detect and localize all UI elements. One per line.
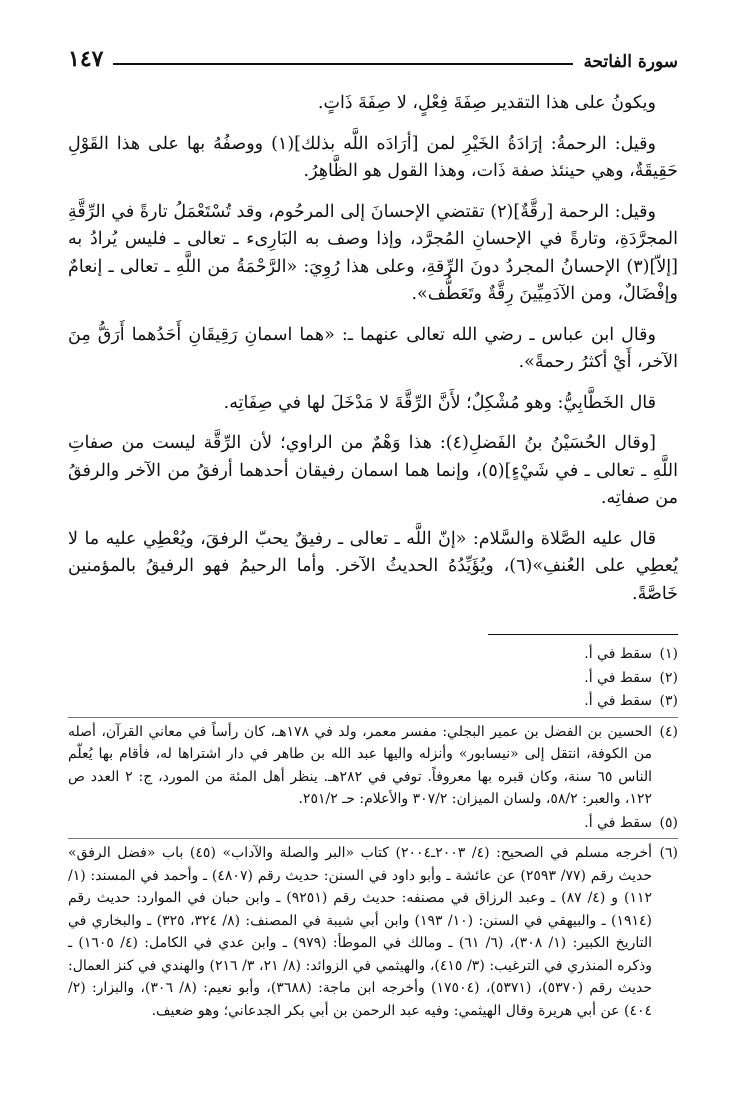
paragraph-2: وقيل: الرحمةُ: إرَادَةُ الخَيْرِ لمن [أرَادَه اللَّه بذلك](١) ووصفُهُ بها على هذا القَوْلِ حَقِيقَةٌ، وهي حينئذ صفة ذَات، وهذا القول هو الظَّاهِرُ. <box>68 133 678 181</box>
footnote-number: (١) <box>659 646 678 662</box>
footnote-text: الحسين بن الفضل بن عمير البجلي: مفسر معمر، ولد في ١٧٨هـ، كان رأساً في معاني القرآن، أصله من الكوفة، انتقل إلى «نيسابور» وأنزله واليها عبد الله بن طاهر في دار اشتراها له، فأقام بها يُعلّم الناس ٦٥ سنة، وكان قبره بها معروفاً. توفي في ٢٨٢هـ. ينظر أهل المئة من المورد، ج: ٢ العدد ص ١٢٢، والعبر: ٥٨/٢، ولسان الميزان: ٣٠٧/٢ والأعلام: حـ ٢٥١/٢. <box>68 723 652 807</box>
footnote-text: أخرجه مسلم في الصحيح: (٤/ ٢٠٠٣ـ٢٠٠٤) كتاب «البر والصلة والآداب» (٤٥) باب «فضل الرفق» حديث رقم (٧٧/ ٢٥٩٣) عن عائشة ـ وأبو داود في السنن: حديث رقم (٤٨٠٧) ـ وأحمد في المسند: (١/ ١١٢) و (٤/ ٨٧) ـ وعبد الرزاق في مصنفه: حديث رقم (٩٢٥١) ـ وابن حبان في الموارد: حديث رقم (١٩١٤) ـ والبيهقي في السنن: (١٠/ ١٩٣) وابن أبي شيبة في المصنف: (٨/ ٣٢٤، ٣٢٥) ـ والبخاري في التاريخ الكبير: (١/ ٣٠٨)، (٦/ ٦١) ـ ومالك في الموطأ: (٩٧٩) ـ وابن عدي في الكامل: (٤/ ١٦٠٥) ـ وذكره المنذري في الترغيب: (٣/ ٤١٥)، والهيثمي في الزوائد: (٨/ ٢١، ٣/ ٢١٦) والهندي في كنز العمال: حديث رقم (٥٣٧٠)، (٥٣٧١)، (١٧٥٠٤) وأخرجه ابن ماجة: (٣٦٨٨)، وأبو نعيم: (٨/ ٣٠٦)، والبزار: (٢/ ٤٠٤) عن أبي هريرة وقال الهيثمي: وفيه عبد الرحمن بن أبي بكر الجدعاني؛ وهو ضعيف. <box>68 845 653 1019</box>
footnotes <box>68 643 678 1022</box>
footnote-number: (٢) <box>659 669 678 686</box>
footnote <box>68 838 678 1022</box>
footnote-number: (٣) <box>659 693 678 709</box>
paragraph-5: قال الخَطَّابِيُّ: وهو مُشْكِلٌ؛ لأَنَّ الرِّقَّةَ لا مَدْخَلَ لها في صِفَاتِه. <box>223 392 656 413</box>
footnote-text: سقط في أ. <box>584 669 652 686</box>
page-header <box>68 38 678 72</box>
header-rule <box>113 63 573 65</box>
surah-title: سورة الفاتحة <box>583 52 678 72</box>
footnote <box>68 812 678 835</box>
footnote-number: (٦) <box>659 845 678 861</box>
page-number: ١٤٧ <box>68 46 104 72</box>
paragraph-3: وقيل: الرحمة [رقَّةٌ](٢) تقتضي الإحسانَ إلى المرحُوم، وقد تُسْتَعْمَلُ تارةً في الرِّقَّةِ المجرَّدَةِ، وتارةً في الإحسانِ المُجرَّد، وإذا وصف به البَارِىء ـ تعالى ـ فليس يُرادُ به [إلاّ](٣) الإحسانُ المجردُ دونَ الرِّقةِ، وعلى هذا رُوِيَ: «الرَّحْمَةُ من اللَّهِ ـ تعالى ـ إنعامٌ وإفْضَالٌ، ومن الآدَمِيِّينَ رِقَّةٌ وتَعَطُّف». <box>68 201 678 304</box>
footnote <box>68 667 678 690</box>
paragraph-1: ويكونُ على هذا التقدير صِفَةَ فِعْلٍ، لا صِفَةَ ذَاتٍ. <box>317 93 656 113</box>
paragraph-4: وقال ابن عباس ـ رضي الله تعالى عنهما ـ: «هما اسمانِ رَقِيقَانِ أَحَدُهما أَرَقُّ مِنَ الآخر، أَيْ أكثرُ رحمةً». <box>68 324 678 372</box>
footnote-text: سقط في أ. <box>584 693 652 709</box>
footnote <box>68 643 678 666</box>
paragraph-7: قال عليه الصَّلاة والسَّلام: «إنّ اللَّه ـ تعالى ـ رفيقٌ يحبّ الرفقَ، ويُعْطِي عليه ما لا يُعطِي على العُنفِ»(٦)، ويُؤَيِّدُهُ الحديثُ الآخر. وأما الرحيمُ فهو الرفيقُ بالمؤمنين خَاصَّةً. <box>68 528 678 604</box>
footnote <box>68 690 678 713</box>
footnote-number: (٥) <box>659 814 678 831</box>
footnote-text: سقط في أ. <box>584 646 652 662</box>
footnote-text: سقط في أ. <box>584 814 652 831</box>
footnote-separator <box>488 634 678 635</box>
footnote-number: (٤) <box>659 723 678 740</box>
main-text <box>68 90 678 608</box>
paragraph-6: [وقال الحُسَيْنُ بنُ الفَضلِ(٤): هذا وَهْمٌ من الراوي؛ لأن الرِّقَّة ليست من صفاتِ اللَّهِ ـ تعالى ـ في شَيْءٍ](٥)، وإنما هما اسمان رفيقان أحدهما أرفقُ من الآخر والرفقُ من صفاتِه. <box>68 433 678 508</box>
footnote <box>68 717 678 811</box>
